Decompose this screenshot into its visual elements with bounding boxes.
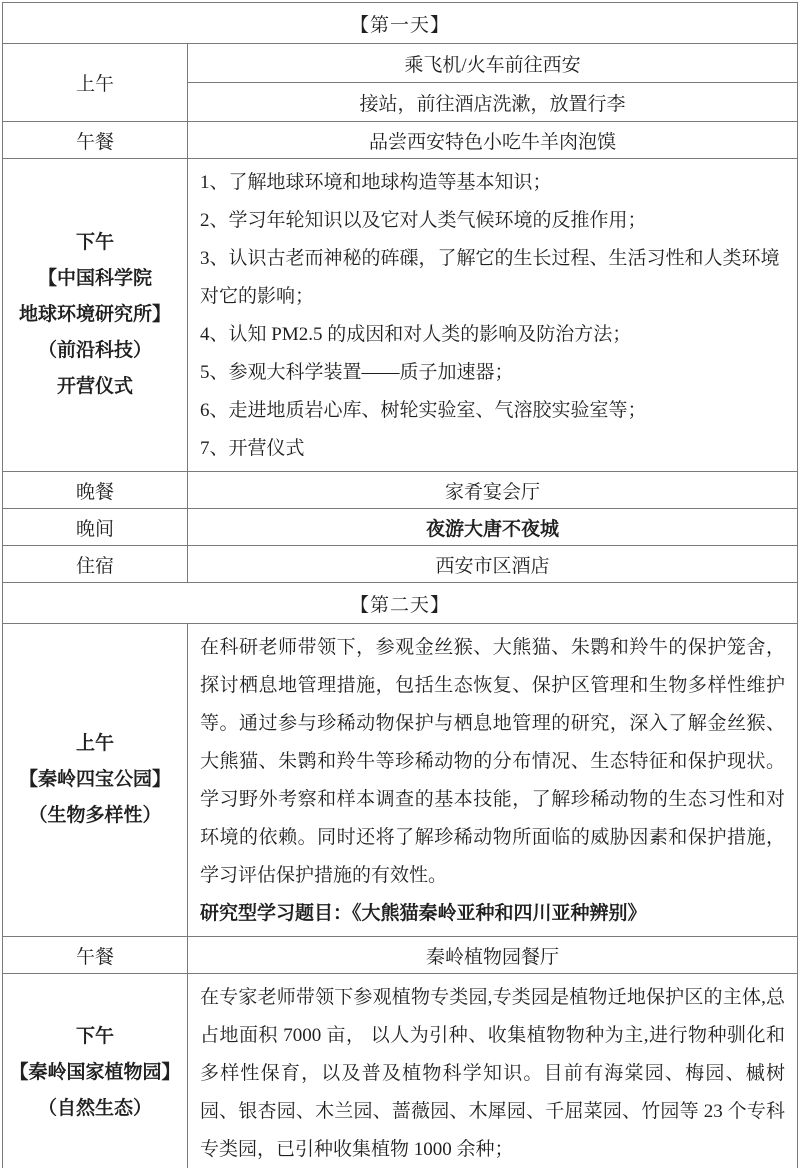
day1-dinner-label: 晚餐 <box>3 472 188 509</box>
day1-afternoon-activities <box>188 159 798 472</box>
row-day1-dinner <box>3 472 798 509</box>
activity-list-item: 6、走进地质岩心库、树轮实验室、气溶胶实验室等； <box>200 400 647 421</box>
day2-afternoon-description <box>188 974 798 1168</box>
day1-evening-value: 夜游大唐不夜城 <box>188 509 798 546</box>
activity-list-item: 1、了解地球环境和地球构造等基本知识； <box>200 172 552 193</box>
row-day1-header <box>3 3 798 44</box>
day2-header: 【第二天】 <box>3 583 798 624</box>
day2-morning-label-line: 上午 <box>75 733 114 754</box>
day1-stay-value: 西安市区酒店 <box>188 546 798 583</box>
day2-morning-paragraph: 在科研老师带领下，参观金丝猴、大熊猫、朱鹮和羚牛的保护笼舍，探讨栖息地管理措施，包括生态恢复、保护区管理和生物多样性维护等。通过参与珍稀动物保护与栖息地管理的研究，深入了解金丝猴、大熊猫、朱鹮和羚牛等珍稀动物的分布情况、生态特征和保护现状。学习野外考察和样本调查的基本技能，了解珍稀动物的生态习性和对环境的依赖。同时还将了解珍稀动物所面临的威胁因素和保护措施，学习评估保护措施的有效性。 <box>200 637 786 886</box>
row-day2-morning <box>3 624 798 937</box>
day1-morning-activity-1: 乘飞机/火车前往西安 <box>188 44 798 83</box>
row-day2-afternoon <box>3 974 798 1168</box>
day1-afternoon-label-line: 地球环境研究所】 <box>18 304 171 325</box>
day1-afternoon-label-line: 【中国科学院 <box>37 268 152 289</box>
day2-morning-description <box>188 624 798 937</box>
day1-morning-label: 上午 <box>3 44 188 122</box>
row-day2-header <box>3 583 798 624</box>
day2-afternoon-label-line: 下午 <box>75 1026 114 1047</box>
day1-stay-label: 住宿 <box>3 546 188 583</box>
day2-morning-research-topic: 研究型学习题目：《大熊猫秦岭亚种和四川亚种辨别》 <box>200 903 647 924</box>
activity-list-item: 5、参观大科学装置——质子加速器； <box>200 362 514 383</box>
day2-morning-label-line: 【秦岭四宝公园】 <box>18 769 171 790</box>
row-day1-lunch <box>3 122 798 159</box>
day2-morning-label <box>3 624 188 937</box>
day2-afternoon-label <box>3 974 188 1168</box>
day2-afternoon-label-line: （自然生态） <box>37 1098 152 1119</box>
day1-dinner-value: 家肴宴会厅 <box>188 472 798 509</box>
activity-list-item: 4、认知 PM2.5 的成因和对人类的影响及防治方法； <box>200 324 632 345</box>
day1-afternoon-label-line: （前沿科技） <box>37 340 152 361</box>
row-day1-evening <box>3 509 798 546</box>
row-day1-morning-1 <box>3 44 798 83</box>
itinerary-table <box>2 2 798 1168</box>
day2-morning-label-line: （生物多样性） <box>28 805 162 826</box>
day1-evening-label: 晚间 <box>3 509 188 546</box>
day2-lunch-label: 午餐 <box>3 937 188 974</box>
day2-afternoon-label-line: 【秦岭国家植物园】 <box>9 1062 181 1083</box>
activity-list-item: 2、学习年轮知识以及它对人类气候环境的反推作用； <box>200 210 647 231</box>
day2-lunch-value: 秦岭植物园餐厅 <box>188 937 798 974</box>
day1-header: 【第一天】 <box>3 3 798 44</box>
row-day1-afternoon <box>3 159 798 472</box>
activity-list-item: 7、开营仪式 <box>200 438 305 459</box>
day1-afternoon-label-line: 开营仪式 <box>56 376 133 397</box>
activity-list-item: 3、认识古老而神秘的砗磲，了解它的生长过程、生活习性和人类环境对它的影响； <box>200 248 780 307</box>
row-day2-lunch <box>3 937 798 974</box>
row-day1-stay <box>3 546 798 583</box>
day1-afternoon-label <box>3 159 188 472</box>
day1-morning-activity-2: 接站，前往酒店洗漱，放置行李 <box>188 83 798 122</box>
day2-afternoon-paragraph: 在专家老师带领下参观植物专类园,专类园是植物迁地保护区的主体,总占地面积 7000 亩， 以人为引种、收集植物物种为主,进行物种驯化和多样性保育，以及普及植物科学知识。目前有海棠园、梅园、槭树园、银杏园、木兰园、蔷薇园、木犀园、千屈菜园、竹园等 23 个专科专类园，已引种收集植物 1000 余种； <box>200 987 786 1160</box>
day1-lunch-label: 午餐 <box>3 122 188 159</box>
day1-lunch-value: 品尝西安特色小吃牛羊肉泡馍 <box>188 122 798 159</box>
day1-afternoon-label-line: 下午 <box>75 232 114 253</box>
